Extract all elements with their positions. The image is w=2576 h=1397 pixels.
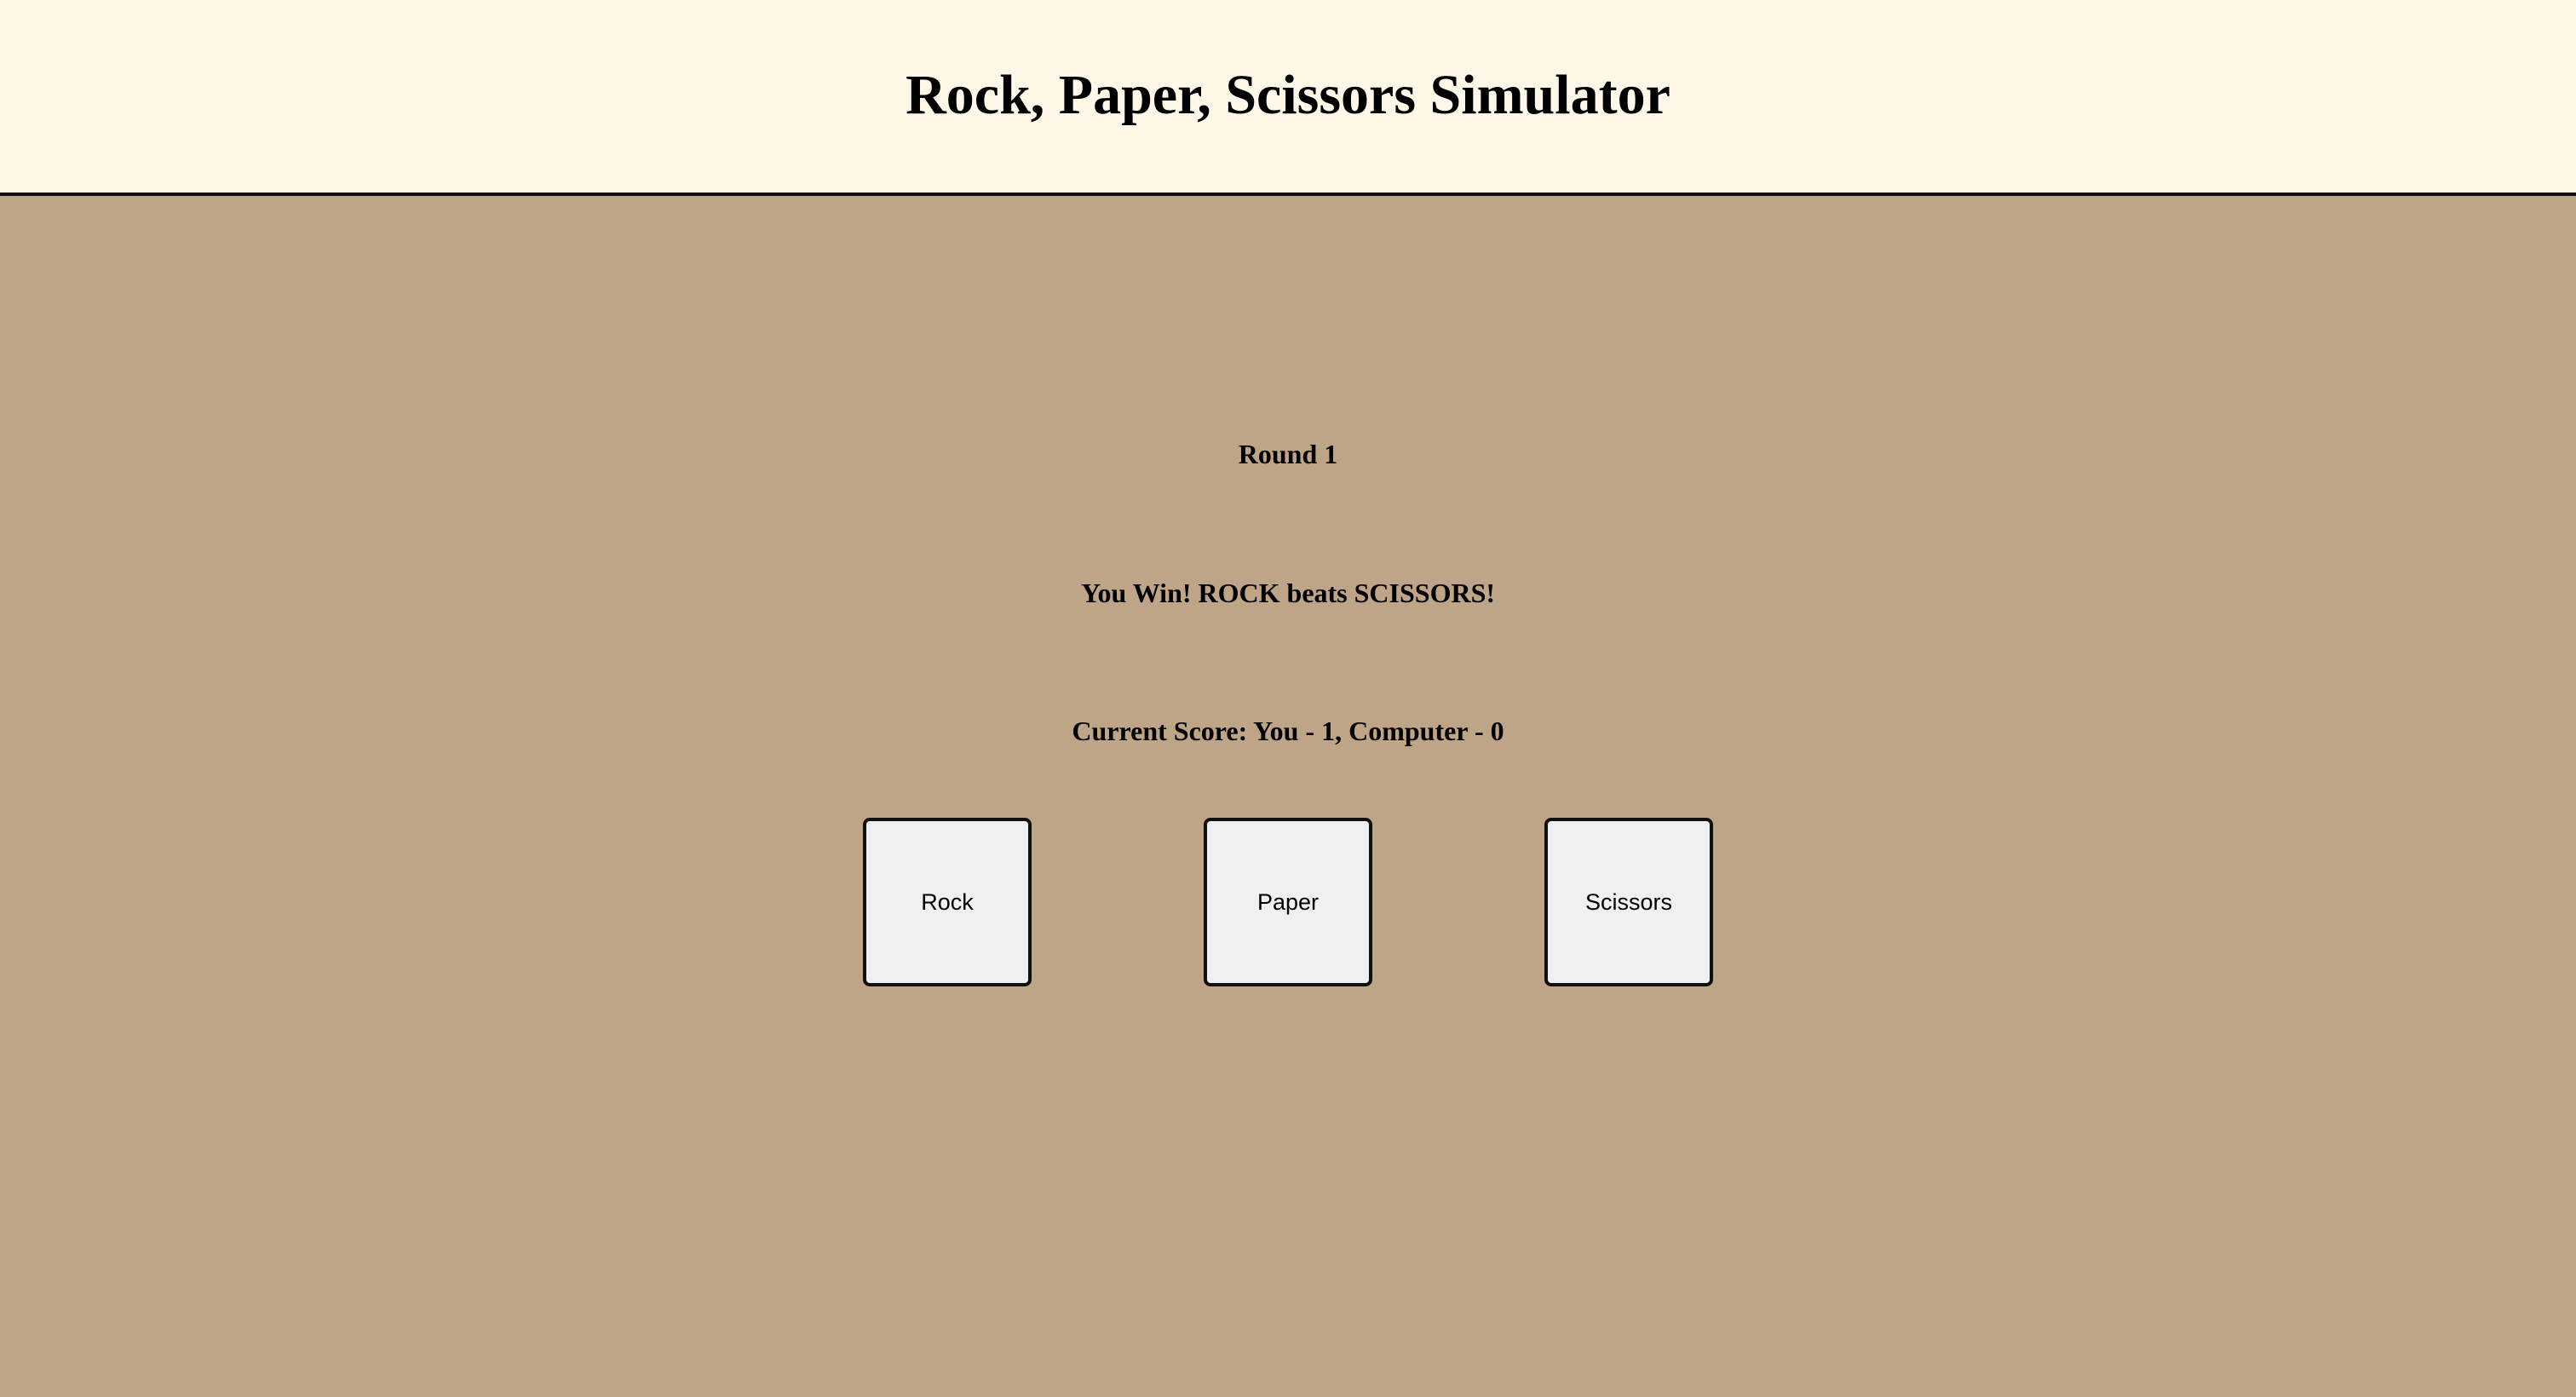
game-area (0, 196, 2576, 1397)
scissors-button[interactable]: Scissors (1544, 818, 1713, 986)
rock-button[interactable]: Rock (863, 818, 1032, 986)
paper-button[interactable]: Paper (1204, 818, 1372, 986)
page-title: Rock, Paper, Scissors Simulator (906, 64, 1670, 126)
current-score: Current Score: You - 1, Computer - 0 (1072, 716, 1504, 746)
round-label: Round 1 (1238, 439, 1338, 469)
round-result: You Win! ROCK beats SCISSORS! (1080, 578, 1496, 608)
page-header (0, 0, 2576, 196)
